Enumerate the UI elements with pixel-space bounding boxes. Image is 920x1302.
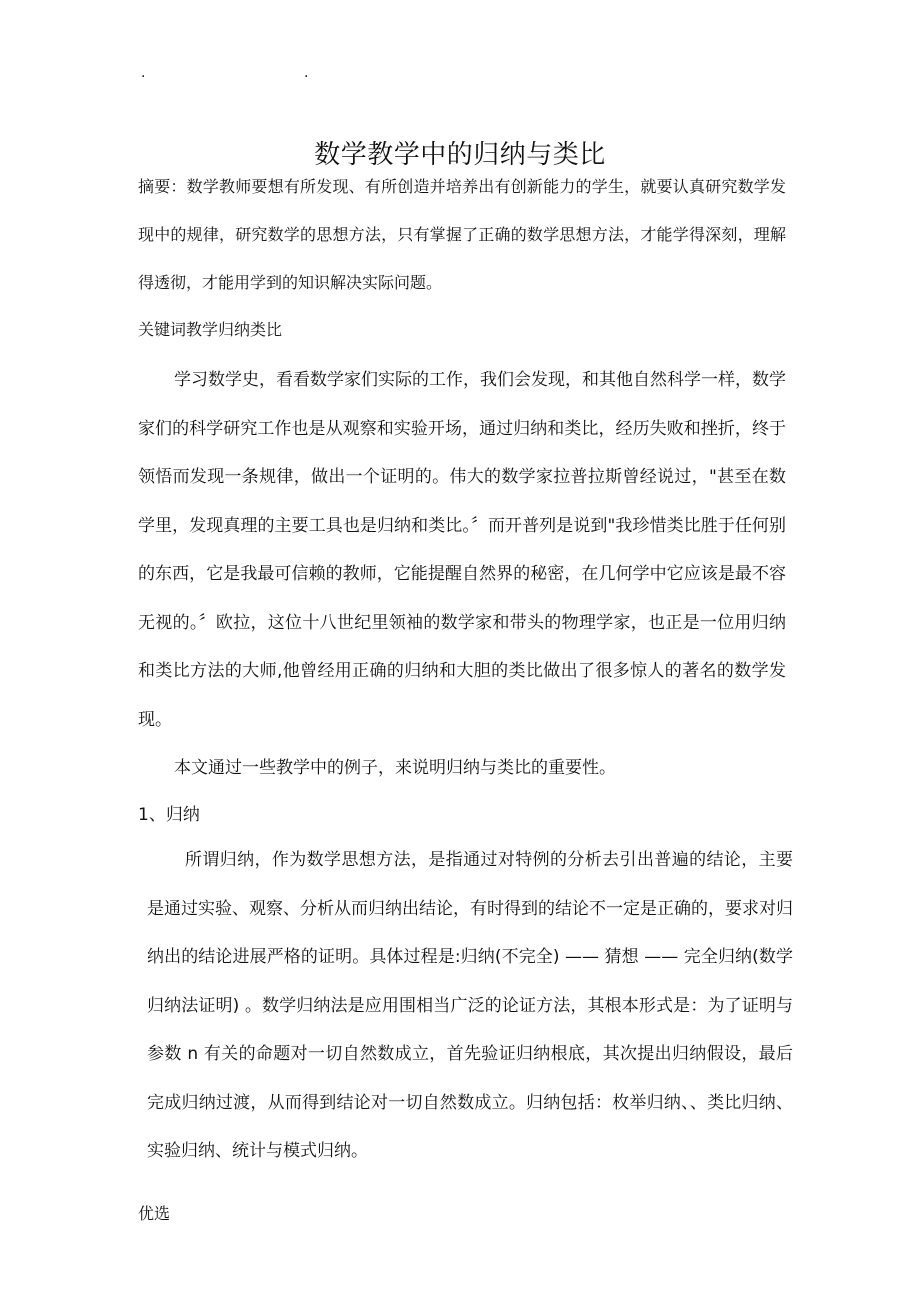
section-heading-induction: 1、归纳 [138, 805, 200, 825]
footer-label: 优选 [138, 1204, 171, 1223]
header-dot-right: . [304, 65, 309, 81]
body-paragraph-history: 学习数学史，看看数学家们实际的工作，我们会发现，和其他自然科学一样，数学家们的科学研究工作也是从观察和实验开场，通过归纳和类比，经历失败和挫折，终于领悟而发现一条规律，做出一个证明的。伟大的数学家拉普拉斯曾经说过，"甚至在数学里，发现真理的主要工具也是归纳和类比。〞而开普列是说到"我珍惜类比胜于任何别的东西，它是我最可信赖的教师，它能提醒自然界的秘密，在几何学中它应该是最不容无视的。〞欧拉，这位十八世纪里领袖的数学家和带头的物理学家，也正是一位用归纳和类比方法的大师,他曾经用正确的归纳和大胆的类比做出了很多惊人的著名的数学发现。 [138, 370, 786, 730]
abstract-paragraph: 摘要：数学教师要想有所发现、有所创造并培养出有创新能力的学生，就要认真研究数学发现中的规律，研究数学的思想方法，只有掌握了正确的数学思想方法，才能学得深刻，理解得透彻，才能用学到的知识解决实际问题。 [138, 177, 786, 292]
body-paragraph-purpose: 本文通过一些教学中的例子，来说明归纳与类比的重要性。 [174, 758, 616, 778]
body-paragraph-induction: 所谓归纳，作为数学思想方法，是指通过对特例的分析去引出普遍的结论，主要是通过实验、观察、分析从而归纳出结论，有时得到的结论不一定是正确的，要求对归纳出的结论进展严格的证明。具体过程是:归纳(不完全) —— 猜想 —— 完全归纳(数学归纳法证明) 。数学归纳法是应用围相当广泛的论证方法，其根本形式是：为了证明与参数 n 有关的命题对一切自然数成立，首先验证归纳根底，其次提出归纳假设，最后完成归纳过渡，从而得到结论对一切自然数成立。归纳包括：枚举归纳、、类比归纳、实验归纳、统计与模式归纳。 [147, 850, 793, 1161]
document-title: 数学教学中的归纳与类比 [314, 140, 606, 171]
header-dot-left: . [141, 65, 146, 81]
keywords-line: 关键词教学归纳类比 [138, 320, 283, 339]
